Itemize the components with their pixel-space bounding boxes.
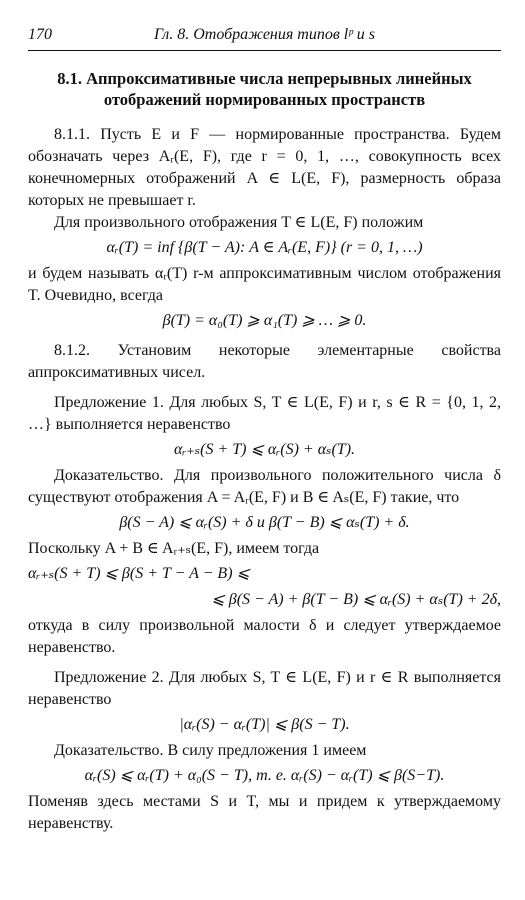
paragraph-define: Для произвольного отображения T ∈ L(E, F) положим — [54, 214, 424, 231]
proof-2-intro: Доказательство. В силу предложения 1 имеем — [54, 742, 367, 759]
section-title-line2: отображений нормированных пространств — [103, 90, 426, 109]
proof-1-intro: Доказательство. Для произвольного положительного числа δ существуют отображения A = Aᵣ(E, F) и B ∈ Aₛ(E, F) такие, что — [28, 467, 501, 506]
section-title-line1: 8.1. Аппроксимативные числа непрерывных линейных — [57, 69, 472, 88]
running-header — [28, 24, 501, 51]
formula-proposition-1: αᵣ₊ₛ(S + T) ⩽ αᵣ(S) + αₛ(T). — [173, 441, 356, 458]
formula-proof-1-line2: ⩽ β(S − A) + β(T − B) ⩽ αᵣ(S) + αₛ(T) + 2δ, — [211, 591, 501, 608]
proof-1-conclusion: откуда в силу произвольной малости δ и следует утверждаемое неравенство. — [28, 617, 501, 656]
formula-monotone-chain: β(T) = α₀(T) ⩾ α₁(T) ⩾ … ⩾ 0. — [162, 312, 367, 329]
running-title: Гл. 8. Отображения типов lᵖ и s — [153, 26, 375, 43]
formula-proof-2: αᵣ(S) ⩽ αᵣ(T) + α₀(S − T), т. е. αᵣ(S) − αᵣ(T) ⩽ β(S−T). — [84, 767, 445, 784]
page-body — [28, 68, 501, 835]
paragraph-8-1-1: 8.1.1. Пусть E и F — нормированные пространства. Будем обозначать через Aᵣ(E, F), где r = 0, 1, …, совокупность всех конечномерных отображений A ∈ L(E, F), размерность образа которых не превышает r. — [28, 126, 501, 209]
paragraph-r-th-number: и будем называть αᵣ(T) r-м аппроксимативным числом отображения T. Очевидно, всегда — [28, 265, 501, 304]
proof-1-since: Поскольку A + B ∈ Aᵣ₊ₛ(E, F), имеем тогда — [28, 540, 320, 557]
formula-proof-1-estimates: β(S − A) ⩽ αᵣ(S) + δ и β(T − B) ⩽ αₛ(T) + δ. — [119, 514, 410, 531]
section-title — [28, 68, 501, 110]
formula-proof-1-line1: αᵣ₊ₛ(S + T) ⩽ β(S + T − A − B) ⩽ — [28, 565, 250, 582]
paragraph-8-1-2: 8.1.2. Установим некоторые элементарные свойства аппроксимативных чисел. — [28, 342, 501, 381]
proposition-1: Предложение 1. Для любых S, T ∈ L(E, F) и r, s ∈ R = {0, 1, 2, …} выполняется неравенство — [28, 394, 501, 433]
proposition-2: Предложение 2. Для любых S, T ∈ L(E, F) и r ∈ R выполняется неравенство — [28, 669, 502, 708]
formula-proposition-2: |αᵣ(S) − αᵣ(T)| ⩽ β(S − T). — [179, 716, 350, 733]
proof-2-conclusion: Поменяв здесь местами S и T, мы и придем к утверждаемому неравенству. — [28, 793, 501, 832]
formula-approx-number-definition: αᵣ(T) = inf {β(T − A): A ∈ Aᵣ(E, F)} (r = 0, 1, …) — [106, 239, 423, 256]
page-number: 170 — [28, 26, 52, 43]
